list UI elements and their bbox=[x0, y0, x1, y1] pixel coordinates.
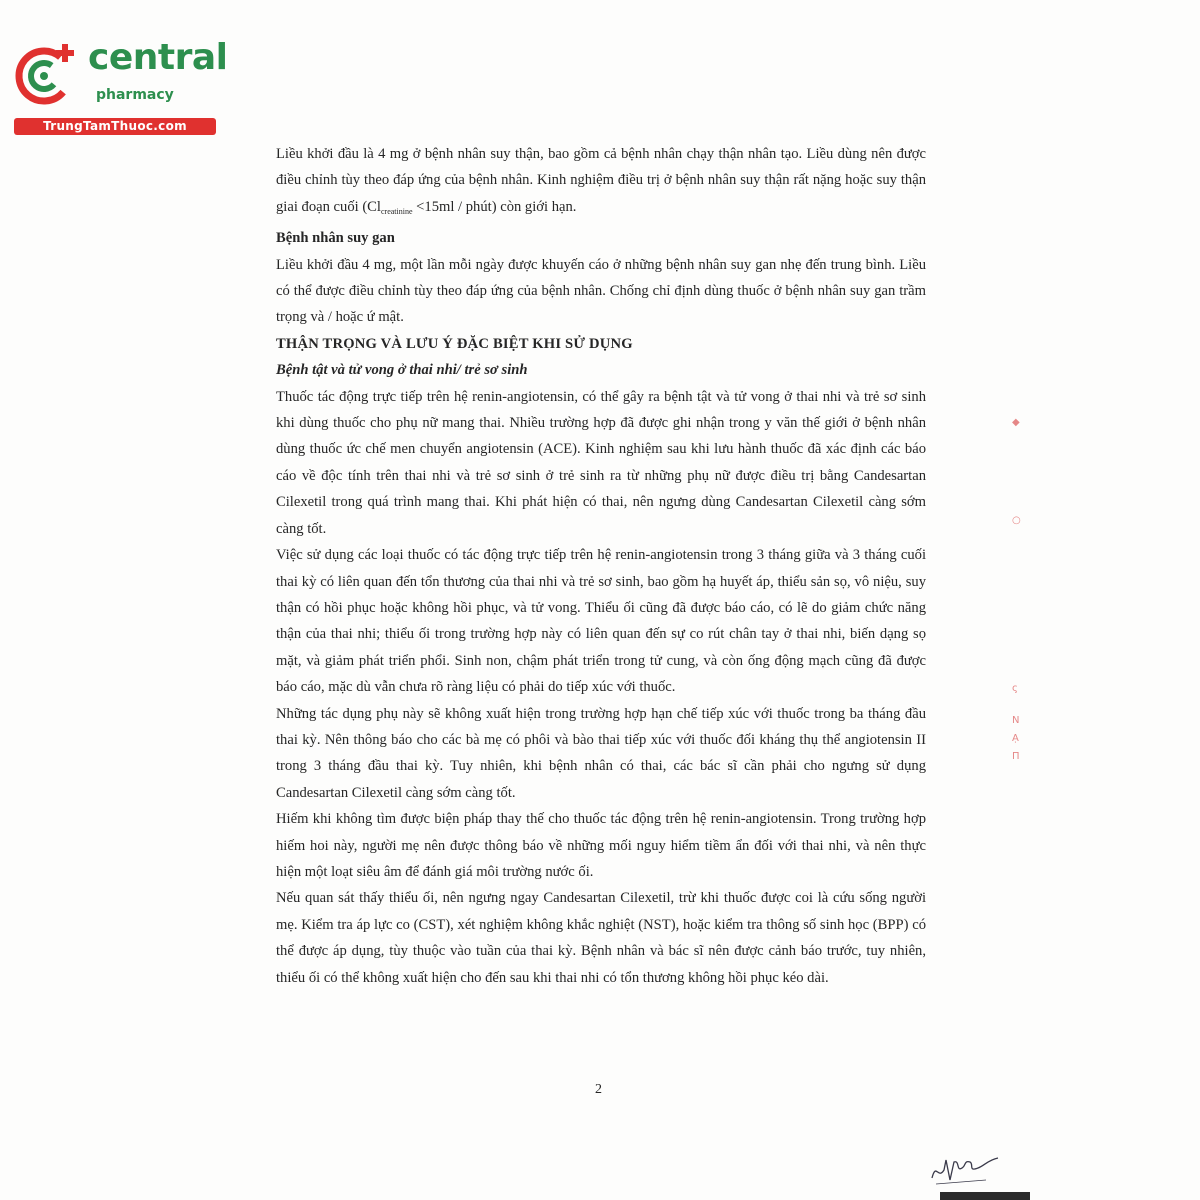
central-pharmacy-logo[interactable] bbox=[8, 36, 228, 136]
heading-fetal-toxicity: Bệnh tật và tử vong ở thai nhi/ trẻ sơ sinh bbox=[276, 362, 528, 379]
scan-edge-shadow bbox=[940, 1192, 1030, 1200]
stamp-mark-dot: ◆ bbox=[1012, 417, 1020, 428]
document-body bbox=[276, 141, 926, 991]
page-number: 2 bbox=[595, 1082, 602, 1097]
paragraph-fetal-2: Việc sử dụng các loại thuốc có tác động trực tiếp trên hệ renin-angiotensin trong 3 tháng giữa và 3 tháng cuối thai kỳ có liên quan đến tổn thương của thai nhi và trẻ sơ sinh, bao gồm hạ huyết áp, thiểu sản sọ, vô niệu, suy thận có hồi phục hoặc không hồi phục, và tử vong. Thiểu ối cũng đã được báo cáo, có lẽ do giảm chức năng thận của thai nhi; thiểu ối trong trường hợp này có liên quan đến sự co rút chân tay ở thai nhi, biến dạng sọ mặt, và giảm phát triển phổi. Sinh non, chậm phát triển trong tử cung, và còn ống động mạch cũng đã được báo cáo, mặc dù vẫn chưa rõ ràng liệu có phải do tiếp xúc với thuốc. bbox=[276, 547, 926, 696]
creatinine-subscript: creatinine bbox=[380, 206, 413, 216]
paragraph-fetal-4: Hiếm khi không tìm được biện pháp thay thế cho thuốc tác động trên hệ renin-angiotensin. Trong trường hợp hiếm hoi này, người mẹ nên được thông báo về những mối nguy hiểm tiềm ẩn đối với thai nhi, và nên thực hiện một loạt siêu âm để đánh giá môi trường nước ối. bbox=[276, 811, 926, 880]
stamp-mark: N bbox=[1012, 715, 1020, 726]
logo-site-banner: TrungTamThuoc.com bbox=[14, 118, 216, 135]
stamp-mark-circle: ○ bbox=[1012, 515, 1021, 526]
heading-precautions: THẬN TRỌNG VÀ LƯU Ý ĐẶC BIỆT KHI SỬ DỤNG bbox=[276, 335, 633, 352]
stamp-mark: Π bbox=[1012, 751, 1020, 762]
logo-brand-sub: pharmacy bbox=[96, 87, 174, 103]
renal-dose-text-end: <15ml / phút) còn giới hạn. bbox=[412, 198, 577, 215]
paragraph-fetal-5: Nếu quan sát thấy thiểu ối, nên ngưng ngay Candesartan Cilexetil, trừ khi thuốc được coi là cứu sống người mẹ. Kiểm tra áp lực co (CST), xét nghiệm không khắc nghiệt (NST), hoặc kiểm tra thông số sinh học (BPP) có thể được áp dụng, tùy thuộc vào tuần của thai kỳ. Bệnh nhân và bác sĩ nên được cảnh báo trước, tuy nhiên, thiểu ối có thể không xuất hiện cho đến sau khi thai nhi có tổn thương không hồi phục kéo dài. bbox=[276, 890, 926, 986]
paragraph-renal-dose bbox=[276, 141, 926, 225]
handwritten-signature bbox=[926, 1150, 1006, 1190]
paragraph-fetal-1: Thuốc tác động trực tiếp trên hệ renin-angiotensin, có thể gây ra bệnh tật và tử vong ở thai nhi và trẻ sơ sinh khi dùng thuốc cho phụ nữ mang thai. Nhiều trường hợp đã được ghi nhận trong y văn thế giới ở bệnh nhân dùng thuốc ức chế men chuyển angiotensin (ACE). Kinh nghiệm sau khi lưu hành thuốc đã xác định các báo cáo về độc tính trên thai nhi và trẻ sơ sinh ở trẻ sinh ra từ những phụ nữ được điều trị bằng Candesartan Cilexetil trong quá trình mang thai. Khi phát hiện có thai, nên ngưng dùng Candesartan Cilexetil càng sớm càng tốt. bbox=[276, 388, 926, 537]
margin-stamp-marks bbox=[1008, 415, 1028, 855]
stamp-mark: ς bbox=[1012, 683, 1018, 694]
paragraph-hepatic-dose: Liều khởi đầu 4 mg, một lần mỗi ngày được khuyến cáo ở những bệnh nhân suy gan nhẹ đến trung bình. Liều có thể được điều chỉnh tùy theo đáp ứng của bệnh nhân. Chống chỉ định dùng thuốc ở bệnh nhân suy gan trầm trọng và / hoặc ứ mật. bbox=[276, 256, 926, 326]
stamp-mark: Ạ bbox=[1012, 733, 1019, 744]
renal-dose-text: Liều khởi đầu là 4 mg ở bệnh nhân suy thận, bao gồm cả bệnh nhân chạy thận nhân tạo. Liều dùng nên được điều chỉnh tùy theo đáp ứng của bệnh nhân. Kinh nghiệm điều trị ở bệnh nhân suy thận rất nặng hoặc suy thận giai đoạn cuối (Cl bbox=[276, 146, 926, 215]
paragraph-fetal-3: Những tác dụng phụ này sẽ không xuất hiện trong trường hợp hạn chế tiếp xúc với thuốc trong ba tháng đầu thai kỳ. Nên thông báo cho các bà mẹ có phôi và bào thai tiếp xúc với thuốc đối kháng thụ thể angiotensin II trong 3 tháng đầu thai kỳ. Tuy nhiên, khi bệnh nhân có thai, các bác sĩ cần phải cho ngưng sử dụng Candesartan Cilexetil càng sớm càng tốt. bbox=[276, 705, 926, 801]
heading-hepatic-patients: Bệnh nhân suy gan bbox=[276, 230, 395, 247]
pharmacy-logo-icon bbox=[10, 38, 82, 110]
logo-brand-name: central bbox=[88, 37, 228, 78]
